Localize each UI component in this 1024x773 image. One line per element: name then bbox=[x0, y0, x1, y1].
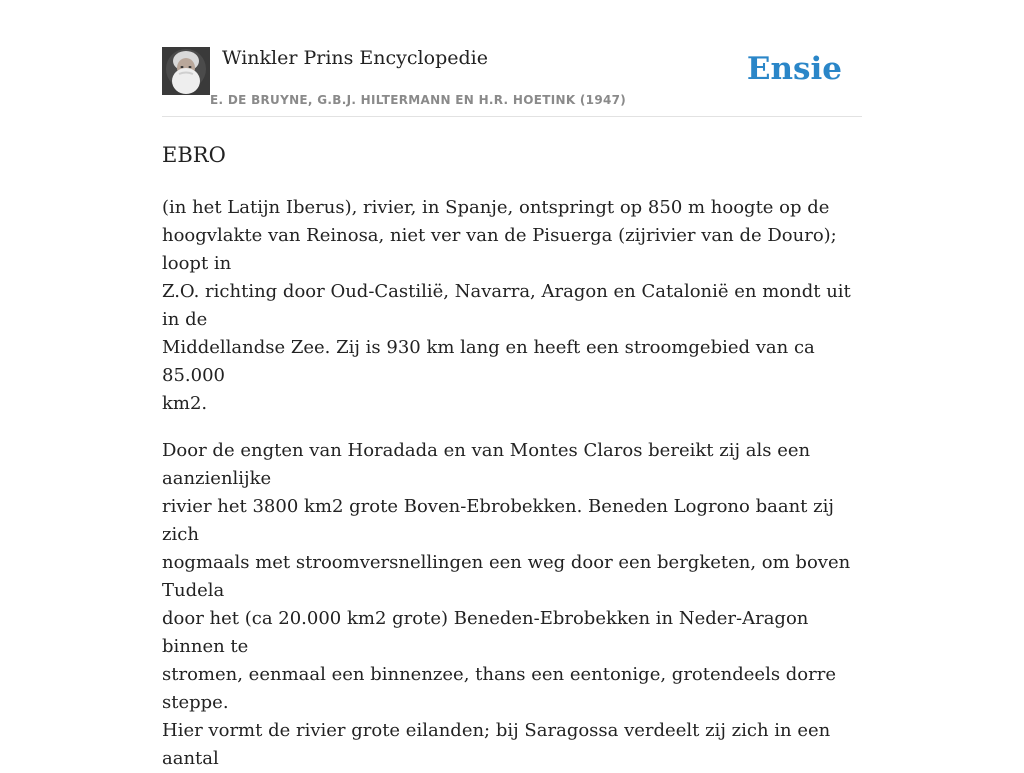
article-paragraph: Door de engten van Horadada en van Montes Claros bereikt zij als een aanzienlijke rivier het 3800 km2 grote Boven-Ebrobekken. Beneden Logrono baant zij zich nogmaals met stroomversnellingen een weg door een bergketen, om boven Tudela door het (ca 20.000 km2 grote) Beneden-Ebrobekken in Neder-Aragon binnen te stromen, eenmaal een binnenzee, thans een eentonige, grotendeels dorre steppe. Hier vormt de rivier grote eilanden; bij Saragossa verdeelt zij zich in een aantal bbox=[162, 440, 851, 769]
article-content bbox=[162, 140, 862, 773]
site-title[interactable]: Winkler Prins Encyclopedie bbox=[222, 47, 488, 69]
site-header bbox=[162, 46, 862, 117]
article-title: EBRO bbox=[162, 143, 226, 167]
bearded-man-portrait-icon bbox=[162, 47, 210, 95]
authors-credit: E. DE BRUYNE, G.B.J. HILTERMANN EN H.R. HOETINK (1947) bbox=[210, 93, 627, 107]
brand-logo[interactable]: Ensie bbox=[746, 51, 842, 87]
author-avatar-icon[interactable] bbox=[162, 47, 210, 95]
article-paragraph: (in het Latijn Iberus), rivier, in Spanje, ontspringt op 850 m hoogte op de hoogvlakte van Reinosa, niet ver van de Pisuerga (zijrivier van de Douro); loopt in Z.O. richting door Oud-Castilië, Navarra, Aragon en Catalonië en mondt uit in de Middellandse Zee. Zij is 930 km lang en heeft een stroomgebied van ca 85.000 km2. bbox=[162, 197, 851, 414]
